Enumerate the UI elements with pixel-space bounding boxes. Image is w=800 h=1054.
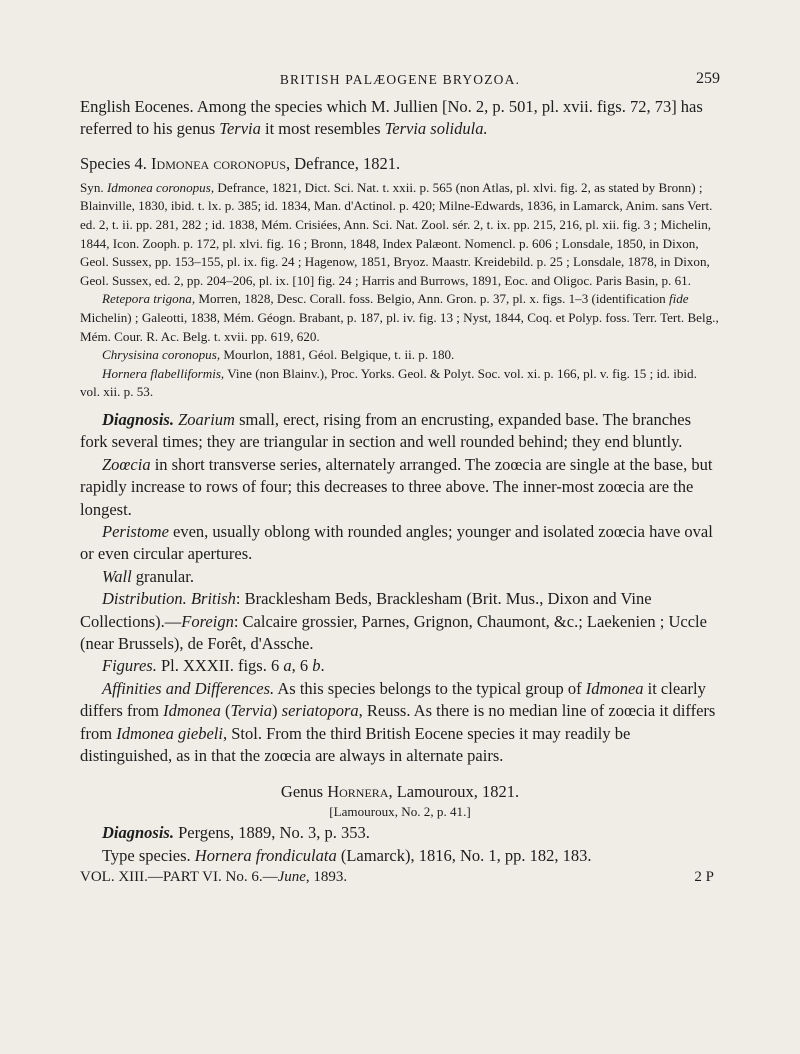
volume-label: VOL. XIII.—PART VI. <box>80 869 222 886</box>
page-number: 259 <box>696 70 720 87</box>
foreign-label: Foreign <box>181 611 234 631</box>
figures-sep: , 6 <box>291 656 313 676</box>
genus-name: Hornera <box>327 782 389 802</box>
genus-label: Genus <box>280 782 328 802</box>
affinities-text: ( <box>220 701 231 721</box>
issue-month: June <box>277 869 306 886</box>
syn-text: Morren, 1828, Desc. Corall. foss. Belgio, Ann. Gron. p. 37, pl. x. figs. 1–3 (identification <box>195 291 669 307</box>
intro-paragraph <box>80 96 720 141</box>
type-species-name: Hornera frondiculata <box>194 845 337 865</box>
type-species-text: (Lamarck), 1816, No. 1, pp. 182, 183. <box>336 845 592 865</box>
affinities-taxon: Idmonea <box>585 678 644 698</box>
affinities-text: it clearly differs from <box>80 678 706 721</box>
diagnosis-text: small, erect, rising from an encrusting, expanded base. The branches fork several times; they are triangular in section and well rounded behind; they end bluntly. <box>80 409 692 452</box>
diagnosis-paragraph <box>80 409 720 454</box>
intro-text-2: it most resembles <box>260 119 385 139</box>
figure-b: b <box>312 656 321 676</box>
affinities-text: , Reuss. As there is no median line of zoœcia it differs from <box>80 701 716 743</box>
species-genus: Idmonea <box>151 153 210 173</box>
figures-paragraph <box>80 655 720 677</box>
peristome-label: Peristome <box>102 521 169 541</box>
figures-text: Pl. XXXII. figs. 6 <box>156 656 284 676</box>
intro-genus: Tervia <box>219 119 261 139</box>
type-species <box>80 845 720 867</box>
affinities-taxon: seriatopora <box>281 701 359 721</box>
affinities-text: , Stol. From the third British Eocene species it may readily be distinguished, as in that the zoœcia are always in alternate pairs. <box>80 723 631 766</box>
syn-label: Syn. <box>80 179 107 195</box>
genus-author: , Lamouroux, 1821. <box>388 782 520 802</box>
wall-text: granular. <box>131 566 194 586</box>
synonymy <box>80 179 720 402</box>
affinities-label: Affinities and Differences. <box>102 678 275 698</box>
running-header <box>80 56 720 87</box>
distribution-paragraph <box>80 588 720 655</box>
genus-reference: [Lamouroux, No. 2, p. 41.] <box>329 804 471 820</box>
genus-details <box>80 822 720 867</box>
species-heading <box>80 154 720 174</box>
wall-paragraph <box>80 566 720 588</box>
foreign-text: : Calcaire grossier, Parnes, Grignon, Chaumont, &c.; Laekenien ; Uccle (near Brussels), de Forêt, d'Assche. <box>80 611 707 653</box>
syn-name: Retepora trigona, <box>102 291 196 307</box>
affinities-taxon: Tervia <box>230 701 273 721</box>
issue-year: , 1893. <box>305 869 348 886</box>
affinities-paragraph <box>80 678 720 768</box>
genus-diagnosis-text: Pergens, 1889, No. 3, p. 353. <box>173 823 370 843</box>
peristome-text: even, usually oblong with rounded angles; younger and isolated zoœcia have oval or even circular apertures. <box>80 521 713 564</box>
species-description <box>80 409 720 768</box>
figures-label: Figures. <box>102 656 157 676</box>
affinities-taxon: Idmonea giebeli <box>116 723 223 743</box>
type-species-label: Type species. <box>102 845 195 865</box>
british-text: : Bracklesham Beds, Bracklesham (Brit. Mus., Dixon and Vine Collections).— <box>80 589 652 631</box>
zooecia-paragraph <box>80 454 720 521</box>
synonymy-entry-3 <box>80 346 720 365</box>
intro-text: English Eocenes. Among the species which M. Jullien [No. 2, p. 501, pl. xvii. figs. 72, 73] has referred to his genus <box>80 97 703 139</box>
distribution-label: Distribution. <box>102 589 187 609</box>
syn-text: Vine (non Blainv.), Proc. Yorks. Geol. & Polyt. Soc. vol. xi. p. 166, pl. v. fig. 15 ; id. ibid. vol. xii. p. 53. <box>80 365 697 400</box>
affinities-text: ) <box>272 701 282 721</box>
zooecia-label: Zoœcia <box>102 454 151 474</box>
synonymy-entry-1 <box>80 179 720 291</box>
syn-text: Defrance, 1821, Dict. Sci. Nat. t. xxii. p. 565 (non Atlas, pl. xlvi. fig. 2, as stated by Bronn) ; Blainville, 1830, ibid. t. lx. p. 385; id. 1834, Man. d'Actinol. p. 420; Milne-Edwards, 1836, in Lamarck, Anim. sans Vert. ed. 2, t. ii. pp. 281, 282 ; id. 1838, Mém. Crisiées, Ann. Sci. Nat. Zool. sér. 2, t. ix. pp. 215, 216, pl. xii. fig. 3 ; Michelin, 1844, Icon. Zooph. p. 172, pl. xlvi. fig. 16 ; Bronn, 1848, Index Palæont. Nomencl. p. 606 ; Lonsdale, 1850, in Dixon, Geol. Sussex, pp. 153–155, pl. ix. fig. 24 ; Hagenow, 1851, Bryoz. Maastr. Kreidebild. p. 25 ; Lonsdale, 1878, in Dixon, Geol. Sussex, ed. 2, pp. 204–206, pl. ix. [10] fig. 24 ; Harris and Burrows, 1891, Eoc. and Oligoc. Paris Basin, p. 61. <box>80 179 713 288</box>
genus-diagnosis <box>80 822 720 844</box>
species-epithet: coronopus <box>209 153 287 173</box>
affinities-text: As this species belongs to the typical group of <box>274 678 586 698</box>
syn-text: Michelin) ; Galeotti, 1838, Mém. Géogn. Brabant, p. 187, pl. iv. fig. 13 ; Nyst, 1844, Coq. et Polyp. foss. Terr. Tert. Belg., Mém. Cour. R. Ac. Belg. t. xvii. pp. 619, 620. <box>80 309 719 344</box>
species-author: , Defrance, 1821. <box>286 153 401 173</box>
zoarium-label: Zoarium <box>178 409 235 429</box>
species-label: Species 4. <box>80 153 152 173</box>
syn-name: Chrysisina coronopus, <box>102 347 221 363</box>
genus-diagnosis-label: Diagnosis. <box>102 823 174 843</box>
syn-name: Idmonea coronopus, <box>106 179 215 195</box>
syn-text: Mourlon, 1881, Géol. Belgique, t. ii. p. 180. <box>220 347 455 363</box>
wall-label: Wall <box>102 566 132 586</box>
synonymy-entry-4 <box>80 365 720 402</box>
figures-end: . <box>320 656 325 676</box>
intro-species: Tervia solidula. <box>384 119 488 139</box>
signature-mark: 2 P <box>694 869 714 886</box>
synonymy-entry-2 <box>80 290 720 346</box>
volume-info <box>80 867 347 887</box>
peristome-paragraph <box>80 521 720 566</box>
british-label: British <box>190 589 236 609</box>
genus-heading <box>80 782 720 802</box>
issue-number: No. 6.— <box>221 869 278 886</box>
diagnosis-label: Diagnosis. <box>102 409 174 429</box>
running-title: BRITISH PALÆOGENE BRYOZOA. <box>279 72 521 87</box>
zooecia-text: in short transverse series, alternately arranged. The zoœcia are single at the base, but rapidly increase to rows of four; this decreases to three above. The inner-most zoœcia are the longest. <box>80 454 713 519</box>
page-footer <box>80 867 720 887</box>
page <box>80 56 720 887</box>
figure-a: a <box>283 656 292 676</box>
syn-name: Hornera flabelliformis, <box>102 365 225 381</box>
syn-fide: fide <box>668 291 689 307</box>
affinities-taxon: Idmonea <box>163 701 221 721</box>
